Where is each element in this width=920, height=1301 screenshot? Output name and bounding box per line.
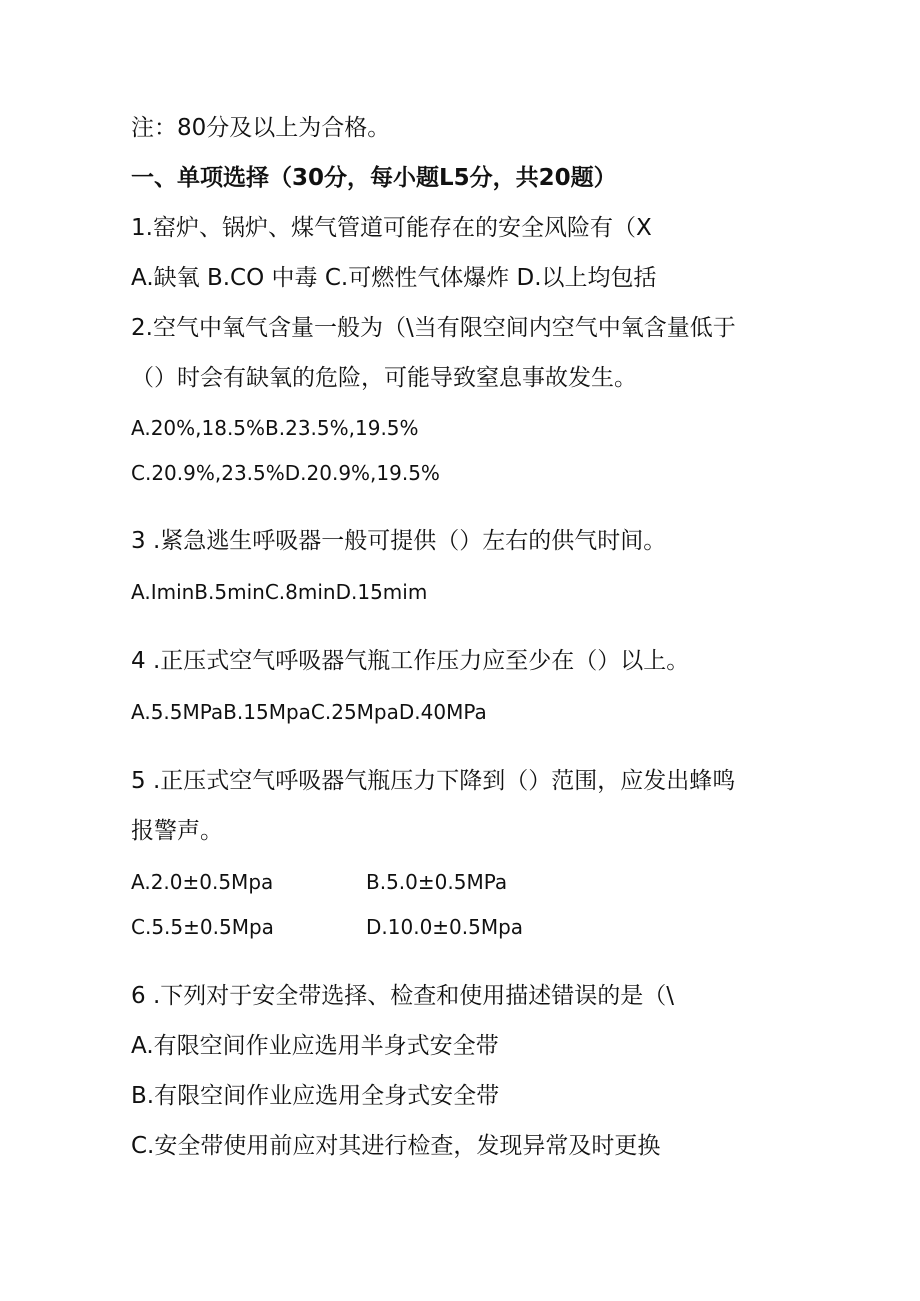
question-2-options-line-1: A.20%,18.5%B.23.5%,19.5% — [131, 416, 419, 440]
question-3-options: A.IminB.5minC.8minD.15mim — [131, 580, 428, 604]
question-6-option-c: C.安全带使用前应对其进行检查，发现异常及时更换 — [131, 1133, 661, 1159]
pass-note: 注：80分及以上为合格。 — [131, 115, 391, 141]
question-4-options: A.5.5MPaB.15MpaC.25MpaD.40MPa — [131, 700, 487, 724]
question-5-option-a: A.2.0±0.5Mpa — [131, 870, 274, 894]
question-1-stem: 1.窑炉、锅炉、煤气管道可能存在的安全风险有（X — [131, 215, 652, 241]
question-6-option-a: A.有限空间作业应选用半身式安全带 — [131, 1033, 499, 1059]
question-6-stem: 6 .下列对于安全带选择、检查和使用描述错误的是（\ — [131, 983, 675, 1009]
question-3-stem: 3 .紧急逃生呼吸器一般可提供（）左右的供气时间。 — [131, 528, 667, 554]
question-4-stem: 4 .正压式空气呼吸器气瓶工作压力应至少在（）以上。 — [131, 648, 690, 674]
question-6-option-b: B.有限空间作业应选用全身式安全带 — [131, 1083, 500, 1109]
question-2-options-line-2: C.20.9%,23.5%D.20.9%,19.5% — [131, 461, 440, 485]
question-5-option-b: B.5.0±0.5MPa — [366, 870, 508, 894]
question-2-stem-line-2: （）时会有缺氧的危险，可能导致窒息事故发生。 — [131, 365, 637, 391]
question-5-stem-line-2: 报警声。 — [131, 818, 223, 844]
question-5-option-c: C.5.5±0.5Mpa — [131, 915, 274, 939]
section-title: 一、单项选择（30分，每小题L5分，共20题） — [131, 165, 617, 191]
question-1-options: A.缺氧 B.CO 中毒 C.可燃性气体爆炸 D.以上均包括 — [131, 265, 657, 291]
question-5-stem-line-1: 5 .正压式空气呼吸器气瓶压力下降到（）范围，应发出蜂鸣 — [131, 768, 736, 794]
question-2-stem-line-1: 2.空气中氧气含量一般为（\当有限空间内空气中氧含量低于 — [131, 315, 736, 341]
question-5-option-d: D.10.0±0.5Mpa — [366, 915, 524, 939]
